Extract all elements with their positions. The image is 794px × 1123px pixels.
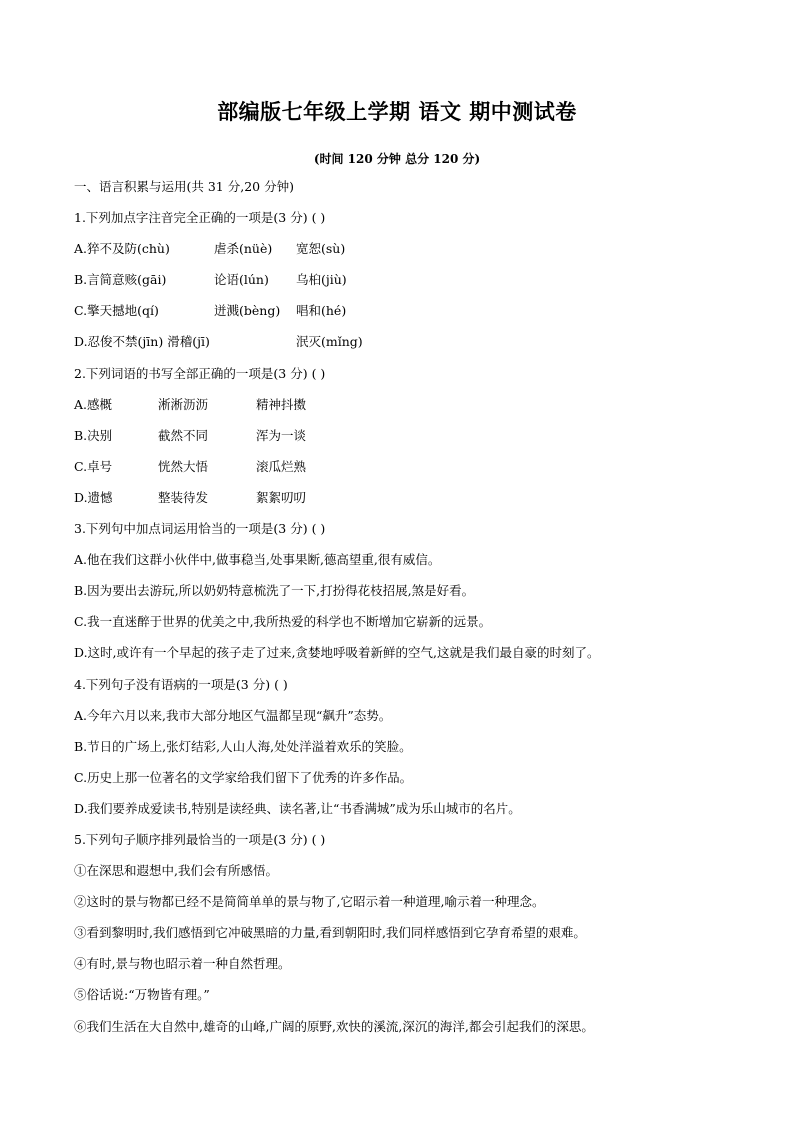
question-5-sentence: ④有时,景与物也昭示着一种自然哲理。 <box>74 956 291 972</box>
question-4-option: B.节日的广场上,张灯结彩,人山人海,处处洋溢着欢乐的笑脸。 <box>74 738 412 754</box>
option-word: A.猝不及防(chù) <box>74 241 170 257</box>
option-word: 淅淅沥沥 <box>158 396 209 412</box>
question-2-option <box>74 425 734 456</box>
option-word: B.言简意赅(gāi) <box>74 272 167 288</box>
option-word: 整装待发 <box>158 489 209 505</box>
question-1-option <box>74 300 734 331</box>
option-word: 虐杀(nüè) <box>214 241 273 257</box>
question-2-option <box>74 456 734 487</box>
question-5-sentence: ②这时的景与物都已经不是简简单单的景与物了,它昭示着一种道理,喻示着一种理念。 <box>74 894 545 910</box>
question-4-option: C.历史上那一位著名的文学家给我们留下了优秀的许多作品。 <box>74 769 413 785</box>
exam-info: (时间 120 分钟 总分 120 分) <box>313 152 481 166</box>
option-word: 截然不同 <box>158 427 209 443</box>
option-word: 宽恕(sù) <box>296 241 346 257</box>
question-1-option <box>74 238 734 269</box>
section-heading: 一、语言积累与运用(共 31 分,20 分钟) <box>74 179 294 194</box>
option-word: 唱和(hé) <box>296 303 347 319</box>
option-word: 泯灭(mǐng) <box>296 334 363 350</box>
option-word: D.遗憾 <box>74 489 113 505</box>
option-word: 絮絮叨叨 <box>256 489 307 505</box>
option-word: C.卓号 <box>74 458 113 474</box>
question-5-sentence: ⑥我们生活在大自然中,雄奇的山峰,广阔的原野,欢快的溪流,深沉的海洋,都会引起我们的深思。 <box>74 1018 594 1034</box>
question-5-stem: 5.下列句子顺序排列最恰当的一项是(3 分) ( ) <box>74 831 326 847</box>
question-4-option: D.我们要养成爱读书,特别是读经典、读名著,让“书香满城”成为乐山城市的名片。 <box>74 800 521 816</box>
option-word: 乌桕(jiù) <box>296 272 347 288</box>
question-1-option <box>74 269 734 300</box>
question-1-stem: 1.下列加点字注音完全正确的一项是(3 分) ( ) <box>74 210 326 226</box>
question-5-sentence: ⑤俗话说:“万物皆有理。” <box>74 987 210 1003</box>
option-word: 论语(lún) <box>214 272 269 288</box>
exam-content <box>74 176 734 1047</box>
question-3-stem: 3.下列句中加点词运用恰当的一项是(3 分) ( ) <box>74 521 326 537</box>
option-word: 恍然大悟 <box>158 458 209 474</box>
option-word: 精神抖擞 <box>256 396 307 412</box>
question-4-stem: 4.下列句子没有语病的一项是(3 分) ( ) <box>74 676 288 692</box>
question-2-option <box>74 394 734 425</box>
option-word: C.擎天撼地(qí) <box>74 303 159 319</box>
question-1-option <box>74 331 734 362</box>
option-word: 迸溅(bèng) <box>214 303 281 319</box>
question-3-option: A.他在我们这群小伙伴中,做事稳当,处事果断,德高望重,很有威信。 <box>74 552 441 568</box>
option-word: 滚瓜烂熟 <box>256 458 307 474</box>
question-5-sentence: ①在深思和遐想中,我们会有所感悟。 <box>74 863 278 879</box>
question-4-option: A.今年六月以来,我市大部分地区气温都呈现“飙升”态势。 <box>74 707 392 723</box>
question-5-sentence: ③看到黎明时,我们感悟到它冲破黑暗的力量,看到朝阳时,我们同样感悟到它孕育希望的艰难。 <box>74 925 586 941</box>
page-title: 部编版七年级上学期 语文 期中测试卷 <box>217 100 577 124</box>
option-word: B.决别 <box>74 427 113 443</box>
question-3-option: D.这时,或许有一个早起的孩子走了过来,贪婪地呼吸着新鲜的空气,这就是我们最自豪的时刻了。 <box>74 645 600 661</box>
option-word: D.忍俊不禁(jīn) 滑稽(jī) <box>74 334 210 350</box>
question-3-option: C.我一直迷醉于世界的优美之中,我所热爱的科学也不断增加它崭新的远景。 <box>74 614 492 630</box>
option-word: A.感概 <box>74 396 113 412</box>
question-2-stem: 2.下列词语的书写全部正确的一项是(3 分) ( ) <box>74 365 326 381</box>
option-word: 浑为一谈 <box>256 427 307 443</box>
question-2-option <box>74 487 734 518</box>
question-3-option: B.因为要出去游玩,所以奶奶特意梳洗了一下,打扮得花枝招展,煞是好看。 <box>74 583 475 599</box>
